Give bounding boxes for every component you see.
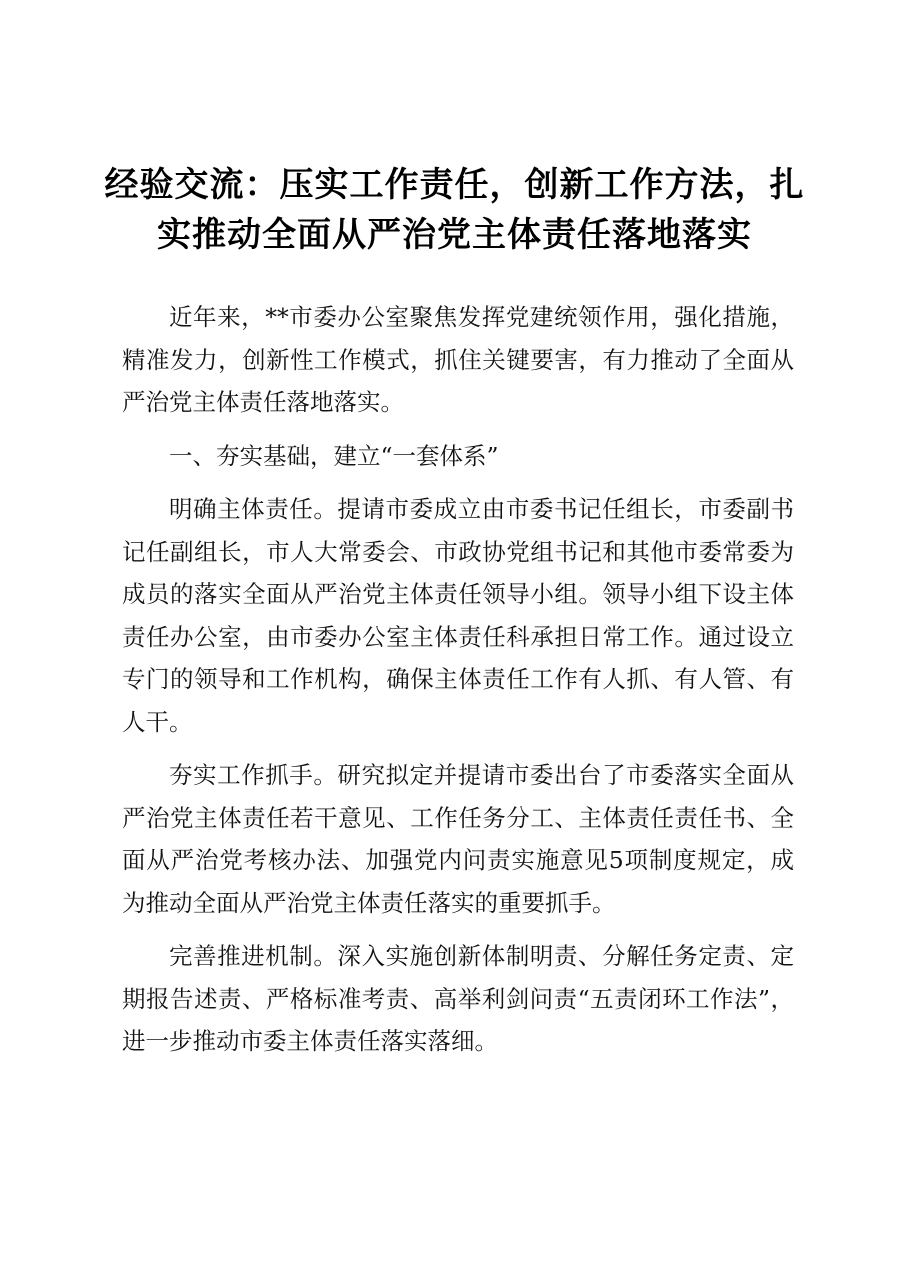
paragraph-responsibility: 明确主体责任。提请市委成立由市委书记任组长，市委副书记任副组长，市人大常委会、市政协党组书记和其他市委常委为成员的落实全面从严治党主体责任领导小组。领导小组下设主体责任办公室，由市委办公室主体责任科承担日常工作。通过设立专门的领导和工作机构，确保主体责任工作有人抓、有人管、有人干。 bbox=[122, 495, 794, 736]
paragraph-mechanism: 完善推进机制。深入实施创新体制明责、分解任务定责、定期报告述责、严格标准考责、高举利剑问责“五责闭环工作法”，进一步推动市委主体责任落实落细。 bbox=[122, 942, 794, 1055]
document-title bbox=[100, 160, 809, 260]
intro-paragraph: 近年来，**市委办公室聚焦发挥党建统领作用，强化措施，精准发力，创新性工作模式，抓住关键要害，有力推动了全面从严治党主体责任落地落实。 bbox=[122, 303, 794, 416]
paragraph-work-tools: 夯实工作抓手。研究拟定并提请市委出台了市委落实全面从严治党主体责任若干意见、工作任务分工、主体责任责任书、全面从严治党考核办法、加强党内问责实施意见5项制度规定，成为推动全面从严治党主体责任落实的重要抓手。 bbox=[122, 761, 794, 917]
document-body bbox=[122, 296, 794, 1074]
title-line-1: 经验交流：压实工作责任，创新工作方法，扎 bbox=[104, 165, 805, 205]
section-heading-1: 一、夯实基础，建立“一套体系” bbox=[169, 441, 499, 470]
title-line-2: 实推动全面从严治党主体责任落地落实 bbox=[157, 215, 752, 255]
